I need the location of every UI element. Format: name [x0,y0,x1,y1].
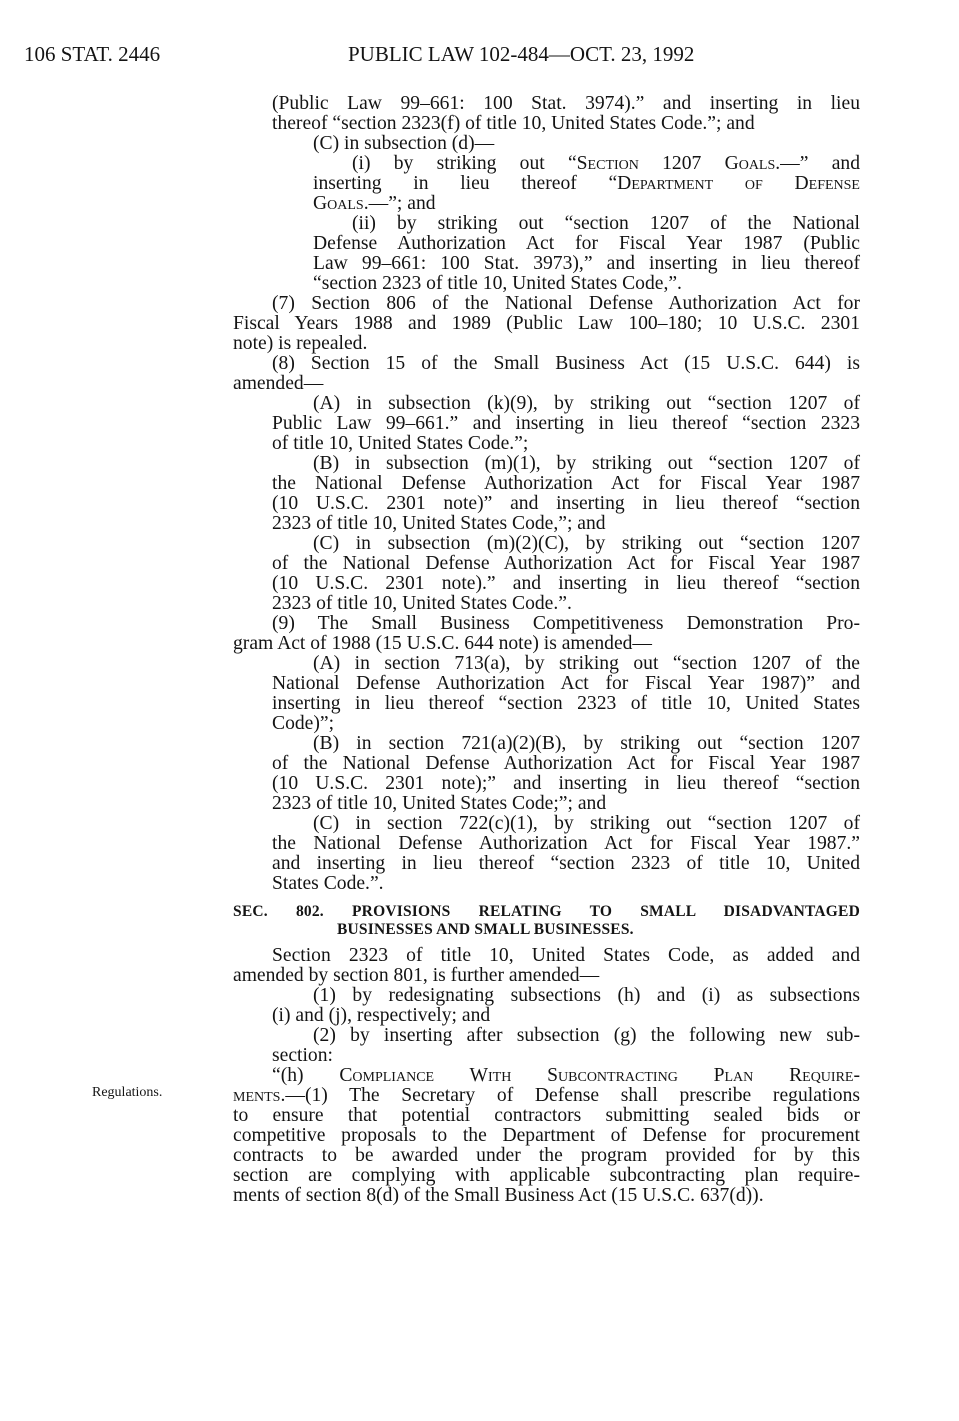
text-line: of the National Defense Authorization Act for Fiscal Year 1987 [272,553,860,574]
margin-note: Regulations. [92,1085,163,1100]
text-line [313,194,860,214]
text-run: 1207 [638,153,725,174]
text-line: Section 2323 of title 10, United States Code, as added and [272,945,860,966]
text-line: (10 U.S.C. 2301 note);” and inserting in lieu thereof “section [272,773,860,794]
section-heading-continued: BUSINESSES AND SMALL BUSINESSES. [337,921,634,938]
running-head-title: PUBLIC LAW 102-484—OCT. 23, 1992 [348,42,695,66]
text-line: (i) and (j), respectively; and [272,1005,491,1026]
text-line: Defense Authorization Act for Fiscal Year 1987 (Public [313,233,860,254]
text-run: Goals [313,193,364,214]
page-reference: 106 STAT. 2446 [24,42,161,66]
text-line: 2323 of title 10, United States Code;”; and [272,793,607,814]
text-line: (ii) by striking out “section 1207 of the National [352,213,860,234]
text-line [352,154,860,174]
section-heading: SEC. 802. PROVISIONS RELATING TO SMALL DISADVANTAGED [233,903,860,920]
text-line: the National Defense Authorization Act for Fiscal Year 1987 [272,473,860,494]
text-line: (2) by inserting after subsection (g) the following new sub- [313,1025,860,1046]
text-run: .—”; and [363,193,436,214]
text-line: 2323 of title 10, United States Code.”. [272,593,572,614]
text-run: .—(1) The Secretary of Defense shall prescribe regulations [280,1085,860,1106]
text-line: Code)”; [272,713,335,734]
text-line: note) is repealed. [233,333,368,354]
text-line: (7) Section 806 of the National Defense Authorization Act for [272,293,860,314]
text-line: (A) in subsection (k)(9), by striking out “section 1207 of [313,393,860,414]
text-line: section: [272,1045,333,1066]
text-line: States Code.”. [272,873,384,894]
text-line: (10 U.S.C. 2301 note).” and inserting in lieu thereof “section [272,573,860,594]
text-line: amended by section 801, is further amended— [233,965,600,986]
text-run: Department of Defense [617,173,860,194]
text-line: Fiscal Years 1988 and 1989 (Public Law 100–180; 10 U.S.C. 2301 [233,313,860,334]
text-line [272,1066,860,1086]
text-line: to ensure that potential contractors submitting sealed bids or [233,1105,860,1126]
text-line: (9) The Small Business Competitiveness Demonstration Pro- [272,613,860,634]
text-line: ments of section 8(d) of the Small Business Act (15 U.S.C. 637(d)). [233,1185,764,1206]
text-line: National Defense Authorization Act for Fiscal Year 1987)” and [272,673,860,694]
text-line: and inserting in lieu thereof “section 2323 of title 10, United [272,853,860,874]
text-run: “(h) [272,1065,340,1086]
text-run: inserting in lieu thereof “ [313,173,618,194]
text-run: .—” and [775,153,860,174]
text-line: (C) in subsection (m)(2)(C), by striking out “section 1207 [313,533,860,554]
text-line: thereof “section 2323(f) of title 10, United States Code.”; and [272,113,755,134]
text-line: (10 U.S.C. 2301 note)” and inserting in lieu thereof “section [272,493,860,514]
text-run: Goals [724,153,776,174]
text-line: (C) in section 722(c)(1), by striking out “section 1207 of [313,813,860,834]
text-line: amended— [233,373,324,394]
text-line: section are complying with applicable subcontracting plan require- [233,1165,860,1186]
text-line: (C) in subsection (d)— [313,133,495,154]
text-run: ments [233,1085,281,1106]
text-line: gram Act of 1988 (15 U.S.C. 644 note) is amended— [233,633,653,654]
text-line: (Public Law 99–661: 100 Stat. 3974).” and inserting in lieu [272,93,860,114]
text-line: the National Defense Authorization Act for Fiscal Year 1987.” [272,833,860,854]
text-line: Public Law 99–661.” and inserting in lieu thereof “section 2323 [272,413,860,434]
text-line: of title 10, United States Code.”; [272,433,529,454]
text-line [233,1086,860,1106]
text-line: inserting in lieu thereof “section 2323 of title 10, United States [272,693,860,714]
text-line: (A) in section 713(a), by striking out “section 1207 of the [313,653,860,674]
text-line: (8) Section 15 of the Small Business Act (15 U.S.C. 644) is [272,353,860,374]
text-line: Law 99–661: 100 Stat. 3973),” and inserting in lieu thereof [313,253,860,274]
text-line: “section 2323 of title 10, United States Code,”. [313,273,682,294]
text-run: (i) by striking out “ [352,153,577,174]
text-run: Section [576,153,639,174]
text-line: (B) in section 721(a)(2)(B), by striking out “section 1207 [313,733,860,754]
text-line: (1) by redesignating subsections (h) and (i) as subsections [313,985,860,1006]
text-line: competitive proposals to the Department of Defense for procurement [233,1125,860,1146]
text-run: Compliance With Subcontracting Plan Require- [339,1065,860,1086]
text-line: (B) in subsection (m)(1), by striking out “section 1207 of [313,453,860,474]
text-line [313,174,860,194]
text-line: of the National Defense Authorization Act for Fiscal Year 1987 [272,753,860,774]
text-line: contracts to be awarded under the program provided for by this [233,1145,860,1166]
text-line: 2323 of title 10, United States Code,”; and [272,513,606,534]
